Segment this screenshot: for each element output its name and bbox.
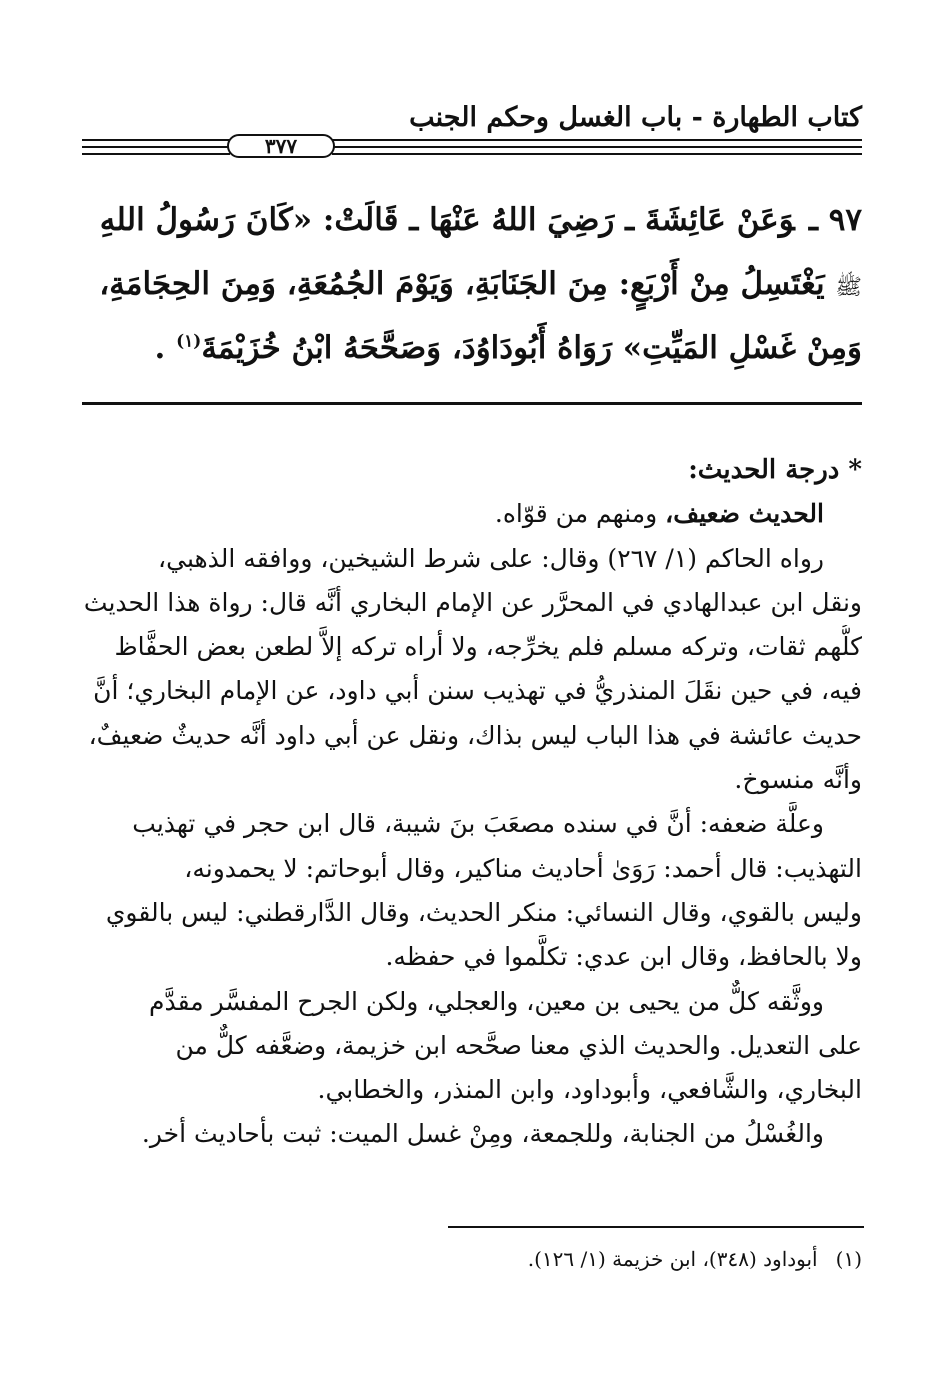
ruling-strong: الحديث ضعيف، [665,499,824,529]
header-rule [82,134,862,158]
footnote-reference: (١) [176,331,202,352]
header-rule-left-middle [82,146,230,148]
hadith-line-3 [82,316,862,380]
hadith-text-1: وَعَنْ عَائِشَةَ ـ رَضِيَ اللهُ عَنْهَا ـ قَالَتْ: «كَانَ رَسُولُ اللهِ [99,202,795,238]
hadith-number: ٩٧ ـ [808,202,862,238]
text-line: والغُسْلُ من الجنابة، وللجمعة، ومِنْ غسل الميت: ثبت بأحاديث أخر. [141,1119,824,1149]
hadith-line-2 [82,252,862,316]
header-rule-right-middle [332,146,862,148]
ruling-line [82,492,862,536]
text-line: حديث عائشة في هذا الباب ليس بذاك، ونقل عن أبي داود أنَّه حديثٌ ضعيفٌ، [88,720,862,750]
running-header-title: كتاب الطهارة - باب الغسل وحكم الجنب [409,102,862,133]
text-line: على التعديل. والحديث الذي معنا صحَّحه ابن خزيمة، وضعَّفه كلٌّ من [175,1030,862,1060]
text-line: البخاري، والشَّافعي، وأبوداود، وابن المنذر، والخطابي. [317,1075,862,1105]
salawat-ligature: ﷺ [835,275,862,300]
header-rule-left-bottom [82,153,230,155]
text-line: كلُّهم ثقات، وتركه مسلم فلم يخرِّجه، ولا أراه تركه إلاَّ لطعن بعض الحفَّاظ [114,632,862,662]
hadith-text-3-end: . [154,330,166,366]
text-line: رواه الحاكم (١/ ٢٦٧) وقال: على شرط الشيخين، ووافقه الذهبي، [158,543,824,573]
page-number: ٣٧٧ [227,134,335,158]
footnote [362,1244,862,1274]
footnote-number: (١) [835,1247,862,1271]
text-line: فيه، في حين نقَلَ المنذريُّ في تهذيب سنن أبي داود، عن الإمام البخاري؛ أنَّ [93,676,862,706]
section-heading: * درجة الحديث: [688,455,862,485]
ruling-rest: ومنهم من قوّاه. [494,499,666,529]
commentary [82,448,862,1157]
header-rule-right-top [332,139,862,141]
text-line: ونقل ابن عبدالهادي في المحرَّر عن الإمام البخاري أنَّه قال: رواة هذا الحديث [83,587,862,617]
hadith-line-1 [82,188,862,252]
hadith-text-3: وَمِنْ غَسْلِ المَيِّتِ» رَوَاهُ أَبُودَاوُدَ، وَصَحَّحَهُ ابْنُ خُزَيْمَةَ [201,330,862,366]
text-line: وعلَّة ضعفه: أنَّ في سنده مصعَبَ بنَ شيبة، قال ابن حجر في تهذيب [132,809,824,839]
text-line: وليس بالقوي، وقال النسائي: منكر الحديث، وقال الدَّارقطني: ليس بالقوي [105,897,862,927]
hadith-block [82,188,862,380]
footnote-divider [448,1226,864,1228]
header-rule-left-top [82,139,230,141]
footnote-text: أبوداود (٣٤٨)، ابن خزيمة (١/ ١٢٦). [527,1247,818,1271]
text-line: ولا بالحافظ، وقال ابن عدي: تكلَّموا في حفظه. [385,942,862,972]
section-divider [82,402,862,405]
text-line: ووثَّقه كلٌّ من يحيى بن معين، والعجلي، ولكن الجرح المفسَّر مقدَّم [148,986,824,1016]
hadith-text-2: يَغْتَسِلُ مِنْ أَرْبَعٍ: مِنَ الجَنَابَةِ، وَيَوْمَ الجُمُعَةِ، وَمِنَ الحِجَامَةِ، [99,266,825,302]
text-line: التهذيب: قال أحمد: رَوَىٰ أحاديث مناكير، وقال أبوحاتم: لا يحمدونه، [184,853,862,883]
header-rule-right-bottom [332,153,862,155]
text-line: وأنَّه منسوخ. [734,765,862,795]
